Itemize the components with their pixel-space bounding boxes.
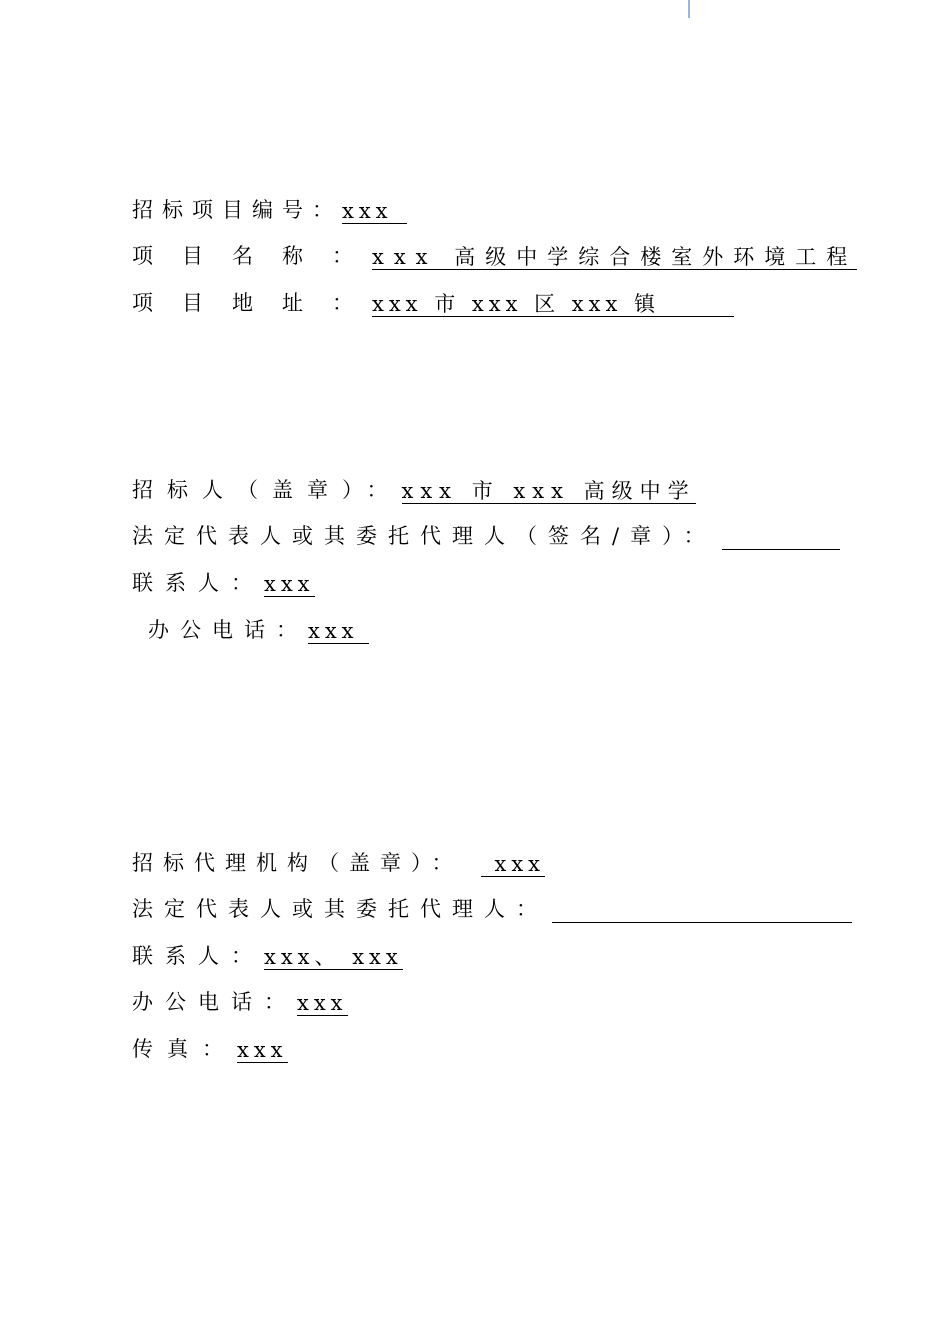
tenderer-contact-value: xxx [264,572,315,596]
tenderer-signature-blank [722,529,840,550]
agency-contact-label: 联系人： [132,944,264,968]
agency-phone-row [132,988,348,1016]
agency-fax-value: xxx [237,1038,288,1062]
bid-number-value: xxx [342,199,407,224]
tenderer-legal-rep-label: 法定代表人或其委托代理人（签名/章）： [132,524,716,548]
tenderer-value: xxx 市 xxx 高级中学 [401,479,696,503]
project-name-row [132,242,857,270]
agency-legal-rep-row [132,895,852,923]
project-name-label: 项目名称： [132,244,382,268]
agency-row [132,849,545,877]
tenderer-legal-rep-row [132,522,840,550]
agency-value: xxx [481,852,546,877]
tenderer-label: 招标人（盖章）： [132,478,402,502]
agency-label: 招标代理机构（盖章）： [132,851,463,875]
tenderer-contact-label: 联系人： [132,571,264,595]
tenderer-row [132,476,696,504]
bid-number-label: 招标项目编号： [132,198,342,222]
agency-contact-row [132,942,403,970]
tenderer-phone-row [148,616,369,644]
agency-legal-rep-label: 法定代表人或其委托代理人： [132,897,548,921]
page-edge-mark [688,0,690,18]
bid-number-row [132,196,407,224]
agency-fax-row [132,1035,288,1063]
project-address-row [132,289,734,317]
agency-fax-label: 传真： [132,1037,237,1061]
project-name-value: xxx 高级中学综合楼室外环境工程 [372,245,858,269]
agency-signature-blank [552,902,852,923]
tenderer-phone-label: 办公电话： [148,618,308,642]
agency-contact-value: xxx、 xxx [264,945,403,969]
tenderer-phone-value: xxx [308,619,369,644]
tenderer-contact-row [132,569,315,597]
agency-phone-value: xxx [297,991,348,1015]
project-address-value: xxx 市 xxx 区 xxx 镇 [372,292,734,317]
agency-phone-label: 办公电话： [132,990,297,1014]
project-address-label: 项目地址： [132,291,382,315]
